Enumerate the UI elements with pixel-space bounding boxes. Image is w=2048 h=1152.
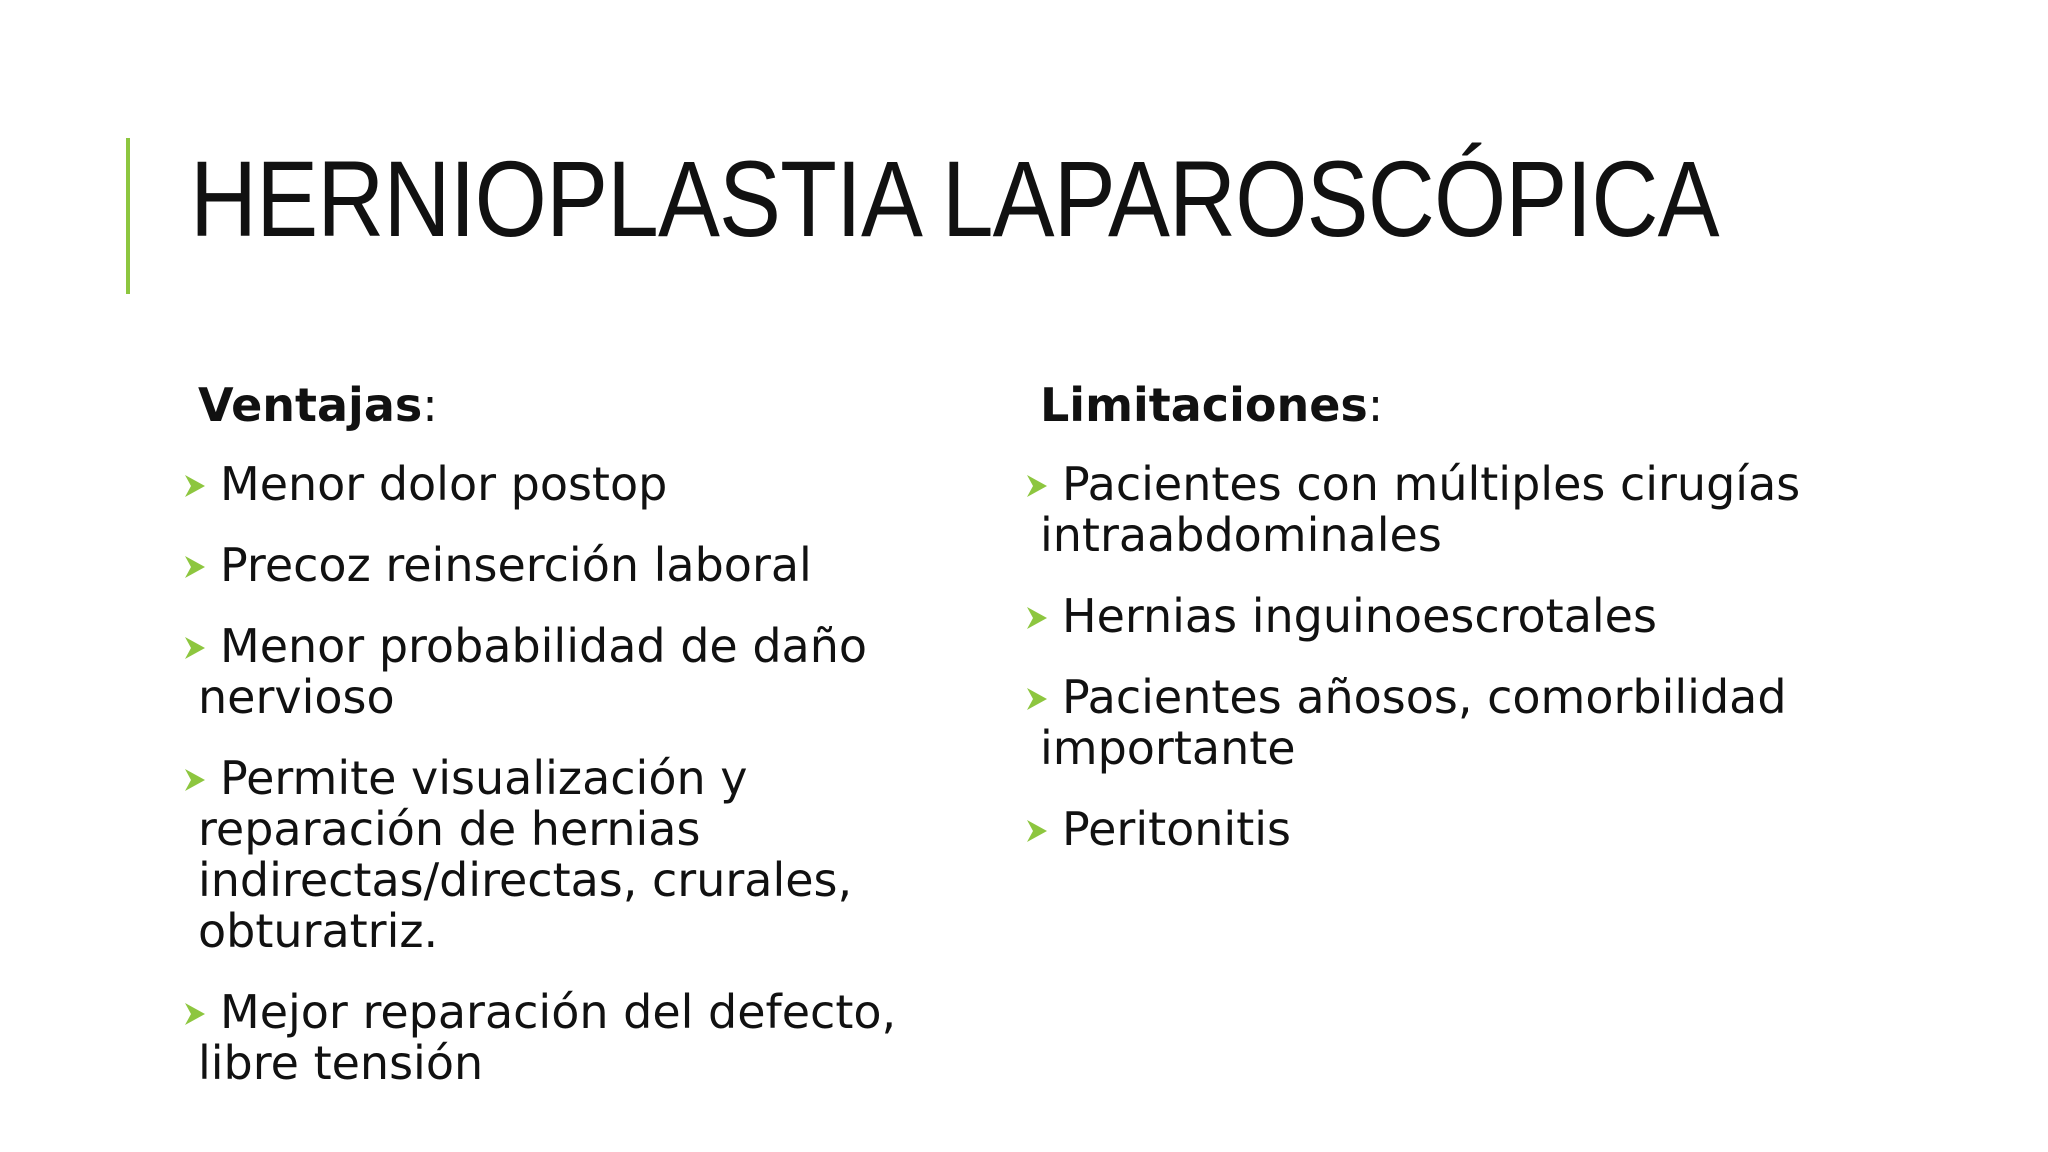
advantages-heading-text: Ventajas — [198, 378, 423, 432]
list-item-text: Menor probabilidad de daño nervioso — [198, 619, 868, 724]
limitations-heading — [1040, 380, 1922, 431]
advantages-list — [180, 459, 940, 1089]
limitations-heading-text: Limitaciones — [1040, 378, 1368, 432]
arrow-bullet-icon — [1022, 471, 1052, 501]
list-item — [180, 987, 940, 1089]
limitations-column — [1022, 380, 1922, 885]
arrow-bullet-icon — [180, 999, 210, 1029]
title-accent-bar — [126, 138, 130, 294]
advantages-column — [180, 380, 940, 1119]
list-item-text: Precoz reinserción laboral — [220, 538, 812, 592]
list-item — [180, 753, 940, 957]
list-item — [180, 621, 940, 723]
arrow-bullet-icon — [180, 633, 210, 663]
list-item-text: Menor dolor postop — [220, 457, 668, 511]
arrow-bullet-icon — [180, 471, 210, 501]
slide-title: HERNIOPLASTIA LAPAROSCÓPICA — [190, 138, 1719, 259]
list-item — [1022, 591, 1922, 642]
arrow-bullet-icon — [1022, 684, 1052, 714]
list-item-text: Mejor reparación del defecto, libre tensión — [198, 985, 897, 1090]
arrow-bullet-icon — [1022, 816, 1052, 846]
list-item — [1022, 672, 1922, 774]
list-item-text: Pacientes añosos, comorbilidad importante — [1040, 670, 1787, 775]
list-item-text: Permite visualización y reparación de hernias indirectas/directas, crurales, obturatriz. — [198, 751, 853, 958]
list-item — [1022, 459, 1922, 561]
list-item — [1022, 804, 1922, 855]
list-item-text: Hernias inguinoescrotales — [1062, 589, 1657, 643]
arrow-bullet-icon — [180, 765, 210, 795]
list-item-text: Peritonitis — [1062, 802, 1291, 856]
advantages-heading — [198, 380, 940, 431]
advantages-heading-colon: : — [422, 378, 438, 432]
list-item — [180, 459, 940, 510]
arrow-bullet-icon — [180, 552, 210, 582]
limitations-heading-colon: : — [1367, 378, 1384, 432]
arrow-bullet-icon — [1022, 603, 1052, 633]
list-item-text: Pacientes con múltiples cirugías intraabdominales — [1040, 457, 1801, 562]
limitations-list — [1022, 459, 1922, 855]
list-item — [180, 540, 940, 591]
